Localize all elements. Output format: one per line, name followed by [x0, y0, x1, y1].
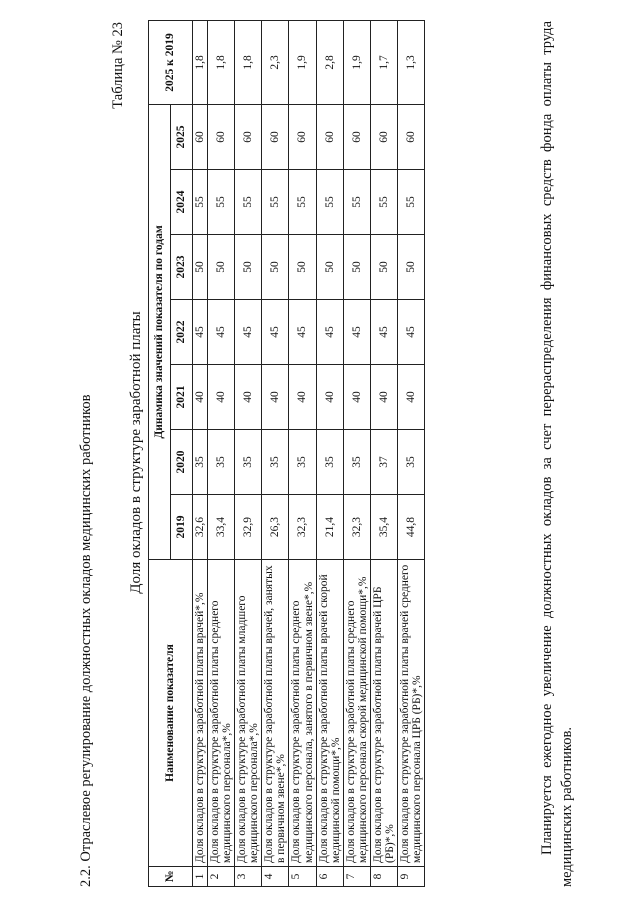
- indicator-name: Доля окладов в структуре заработной платы младшего медицинского персонала*,%: [235, 560, 262, 867]
- year-value: 32,9: [235, 495, 262, 560]
- year-value: 60: [262, 104, 289, 169]
- row-number: 4: [262, 867, 289, 887]
- row-number: 3: [235, 867, 262, 887]
- year-value: 35: [262, 430, 289, 495]
- indicator-name: Доля окладов в структуре заработной платы врачей скорой медицинской помощи*,%: [316, 560, 343, 867]
- header-year: 2021: [171, 365, 193, 430]
- year-value: 40: [343, 365, 370, 430]
- row-number: 9: [397, 867, 424, 887]
- year-value: 32,3: [289, 495, 316, 560]
- year-value: 45: [370, 300, 397, 365]
- row-number: 6: [316, 867, 343, 887]
- year-value: 45: [262, 300, 289, 365]
- header-year: 2025: [171, 104, 193, 169]
- year-value: 50: [370, 235, 397, 300]
- section-heading: 2.2. Отраслевое регулирование должностных окладов медицинских работников: [78, 394, 94, 887]
- year-value: 60: [193, 104, 208, 169]
- indicator-name: Доля окладов в структуре заработной платы врачей, занятых в первичном звене*,%: [262, 560, 289, 867]
- year-value: 60: [370, 104, 397, 169]
- indicator-name: Доля окладов в структуре заработной платы среднего медицинского персонала скорой медицинской помощи*,%: [343, 560, 370, 867]
- ratio-value: 2,8: [316, 20, 343, 104]
- row-number: 1: [193, 867, 208, 887]
- year-value: 50: [289, 235, 316, 300]
- year-value: 45: [208, 300, 235, 365]
- year-value: 60: [343, 104, 370, 169]
- year-value: 50: [343, 235, 370, 300]
- year-value: 45: [235, 300, 262, 365]
- table-title: Доля окладов в структуре заработной платы: [128, 311, 144, 594]
- year-value: 55: [193, 170, 208, 235]
- year-value: 35: [235, 430, 262, 495]
- year-value: 55: [316, 170, 343, 235]
- year-value: 33,4: [208, 495, 235, 560]
- year-value: 55: [397, 170, 424, 235]
- ratio-value: 2,3: [262, 20, 289, 104]
- year-value: 35,4: [370, 495, 397, 560]
- year-value: 35: [343, 430, 370, 495]
- year-value: 40: [193, 365, 208, 430]
- year-value: 50: [397, 235, 424, 300]
- year-value: 40: [397, 365, 424, 430]
- table-row: [262, 20, 289, 886]
- year-value: 44,8: [397, 495, 424, 560]
- year-value: 40: [316, 365, 343, 430]
- year-value: 55: [343, 170, 370, 235]
- footer-paragraph: Планируется ежегодное увеличение должностных окладов за счет перераспределения финансовых средств фонда оплаты труда медицинских работников.: [539, 21, 575, 887]
- year-value: 55: [370, 170, 397, 235]
- header-year: 2020: [171, 430, 193, 495]
- table-row: [289, 20, 316, 886]
- indicator-name: Доля окладов в структуре заработной платы среднего медицинского персонала*,%: [208, 560, 235, 867]
- year-value: 50: [262, 235, 289, 300]
- ratio-value: 1,3: [397, 20, 424, 104]
- year-value: 35: [316, 430, 343, 495]
- year-value: 35: [208, 430, 235, 495]
- year-value: 55: [289, 170, 316, 235]
- year-value: 55: [235, 170, 262, 235]
- table-row: [370, 20, 397, 886]
- ratio-value: 1,7: [370, 20, 397, 104]
- year-value: 37: [370, 430, 397, 495]
- year-value: 32,6: [193, 495, 208, 560]
- year-value: 60: [316, 104, 343, 169]
- year-value: 55: [262, 170, 289, 235]
- year-value: 50: [235, 235, 262, 300]
- header-year: 2022: [171, 300, 193, 365]
- header-ratio: 2025 к 2019: [149, 20, 193, 104]
- table-row: [235, 20, 262, 886]
- row-number: 2: [208, 867, 235, 887]
- year-value: 50: [316, 235, 343, 300]
- year-value: 21,4: [316, 495, 343, 560]
- header-num: №: [149, 867, 193, 887]
- year-value: 45: [397, 300, 424, 365]
- row-number: 8: [370, 867, 397, 887]
- header-year: 2024: [171, 170, 193, 235]
- table-row: [208, 20, 235, 886]
- year-value: 45: [289, 300, 316, 365]
- table-row: [343, 20, 370, 886]
- year-value: 45: [316, 300, 343, 365]
- header-year: 2023: [171, 235, 193, 300]
- row-number: 7: [343, 867, 370, 887]
- year-value: 40: [235, 365, 262, 430]
- table-row: [316, 20, 343, 886]
- year-value: 26,3: [262, 495, 289, 560]
- table-number: Таблица № 23: [110, 22, 126, 109]
- year-value: 40: [262, 365, 289, 430]
- year-value: 35: [289, 430, 316, 495]
- indicator-name: Доля окладов в структуре заработной платы врачей среднего медицинского персонала ЦРБ (РБ)*,%: [397, 560, 424, 867]
- ratio-value: 1,9: [289, 20, 316, 104]
- year-value: 60: [289, 104, 316, 169]
- ratio-value: 1,9: [343, 20, 370, 104]
- indicator-name: Доля окладов в структуре заработной платы врачей ЦРБ (РБ)*,%: [370, 560, 397, 867]
- year-value: 35: [193, 430, 208, 495]
- indicator-name: Доля окладов в структуре заработной платы среднего медицинского персонала, занятого в первичном звене*,%: [289, 560, 316, 867]
- indicator-name: Доля окладов в структуре заработной платы врачей*,%: [193, 560, 208, 867]
- header-year: 2019: [171, 495, 193, 560]
- header-dynamics: Динамика значений показателя по годам: [149, 104, 171, 559]
- year-value: 40: [289, 365, 316, 430]
- year-value: 50: [193, 235, 208, 300]
- table-row: [193, 20, 208, 886]
- year-value: 60: [208, 104, 235, 169]
- ratio-value: 1,8: [208, 20, 235, 104]
- table-body: [193, 20, 425, 886]
- year-value: 50: [208, 235, 235, 300]
- year-value: 45: [193, 300, 208, 365]
- year-value: 60: [397, 104, 424, 169]
- year-value: 55: [208, 170, 235, 235]
- ratio-value: 1,8: [235, 20, 262, 104]
- year-value: 32,3: [343, 495, 370, 560]
- table-row: [397, 20, 424, 886]
- header-name: Наименование показателя: [149, 560, 193, 867]
- year-value: 40: [370, 365, 397, 430]
- year-value: 35: [397, 430, 424, 495]
- year-value: 45: [343, 300, 370, 365]
- salary-share-table: [148, 20, 425, 887]
- ratio-value: 1,8: [193, 20, 208, 104]
- year-value: 60: [235, 104, 262, 169]
- year-value: 40: [208, 365, 235, 430]
- row-number: 5: [289, 867, 316, 887]
